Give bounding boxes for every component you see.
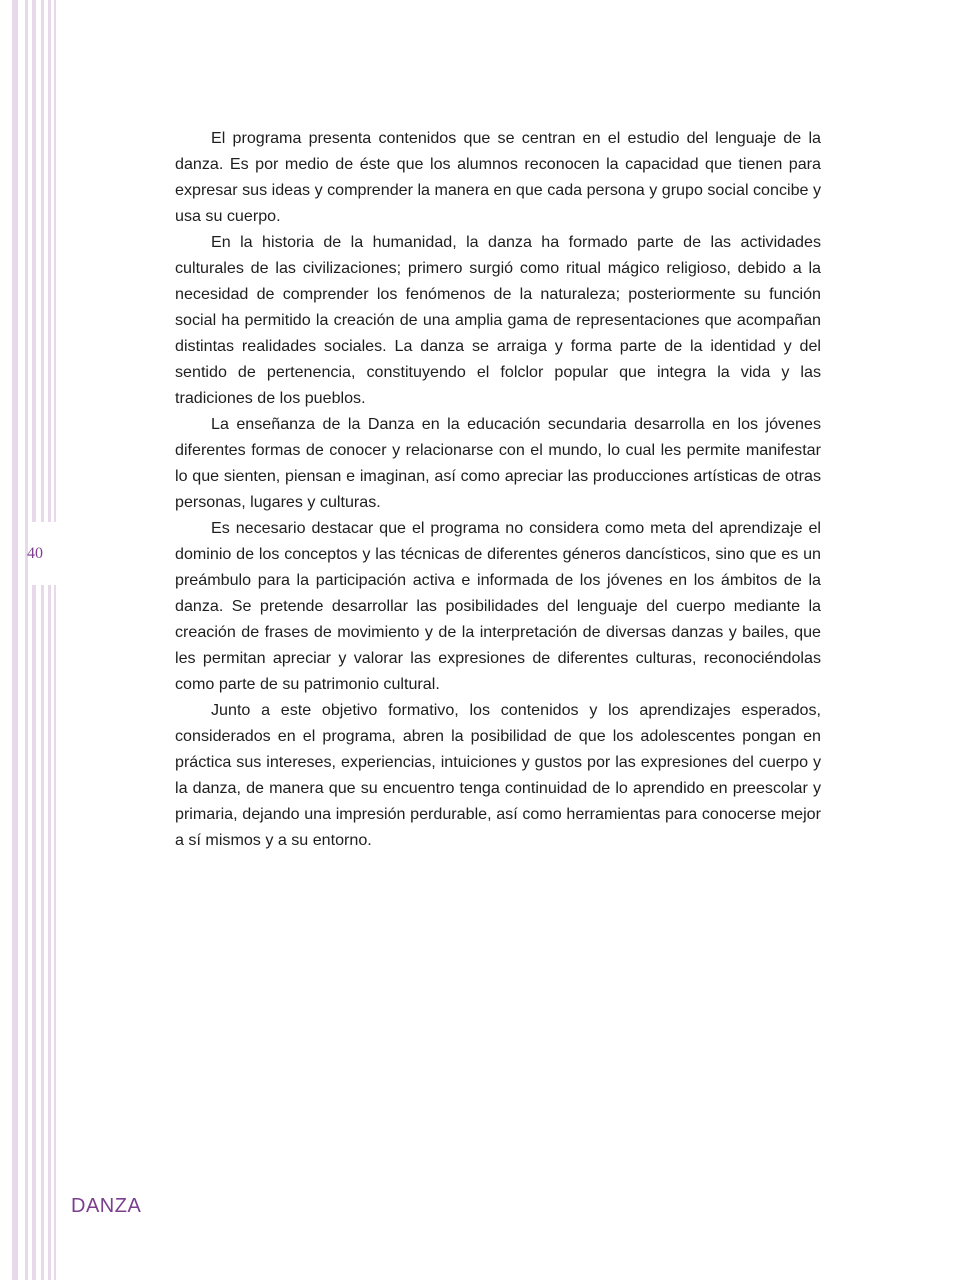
page-number: 40 (27, 545, 43, 562)
margin-stripe (25, 0, 28, 1280)
margin-stripe (41, 0, 44, 522)
paragraph: Es necesario destacar que el programa no considera como meta del aprendizaje el dominio de los conceptos y las técnicas de diferentes géneros dancísticos, sino que es un preámbulo para la participación activa e informada de los jóvenes en los ámbitos de la danza. Se pretende desarrollar las posibilidades del lenguaje del cuerpo mediante la creación de frases de movimiento y de la interpretación de diversas danzas y bailes, que les permitan apreciar y valorar las expresiones de diferentes culturas, reconociéndolas como parte de su patrimonio cultural. (175, 519, 821, 693)
body-text (175, 125, 821, 853)
paragraph: En la historia de la humanidad, la danza ha formado parte de las actividades culturales de las civilizaciones; primero surgió como ritual mágico religioso, debido a la necesidad de comprender los fenómenos de la naturaleza; posteriormente su función social ha permitido la creación de una amplia gama de representaciones que acompañan distintas realidades sociales. La danza se arraiga y forma parte de la identidad y del sentido de pertenencia, constituyendo el folclor popular que integra la vida y las tradiciones de los pueblos. (175, 233, 821, 407)
paragraph: El programa presenta contenidos que se centran en el estudio del lenguaje de la danza. Es por medio de éste que los alumnos reconocen la capacidad que tienen para expresar sus ideas y comprender la manera en que cada persona y grupo social concibe y usa su cuerpo. (175, 129, 821, 225)
margin-stripe (32, 585, 36, 1280)
paragraph: La enseñanza de la Danza en la educación secundaria desarrolla en los jóvenes diferentes formas de conocer y relacionarse con el mundo, lo cual les permite manifestar lo que sienten, piensan e imaginan, así como apreciar las producciones artísticas de otras personas, lugares y culturas. (175, 415, 821, 511)
margin-stripe (41, 585, 44, 1280)
paragraph: Junto a este objetivo formativo, los contenidos y los aprendizajes esperados, considerados en el programa, abren la posibilidad de que los adolescentes pongan en práctica sus intereses, experiencias, intuiciones y gustos por las expresiones del cuerpo y la danza, de manera que su encuentro tenga continuidad de lo aprendido en preescolar y primaria, dejando una impresión perdurable, así como herramientas para conocerse mejor a sí mismos y a su entorno. (175, 701, 821, 849)
margin-stripe (32, 0, 36, 522)
margin-stripe (48, 0, 51, 522)
section-title: DANZA (71, 1195, 142, 1217)
margin-stripe (54, 0, 56, 522)
margin-stripe (48, 585, 51, 1280)
margin-stripe (54, 585, 56, 1280)
margin-stripe (12, 0, 18, 1280)
